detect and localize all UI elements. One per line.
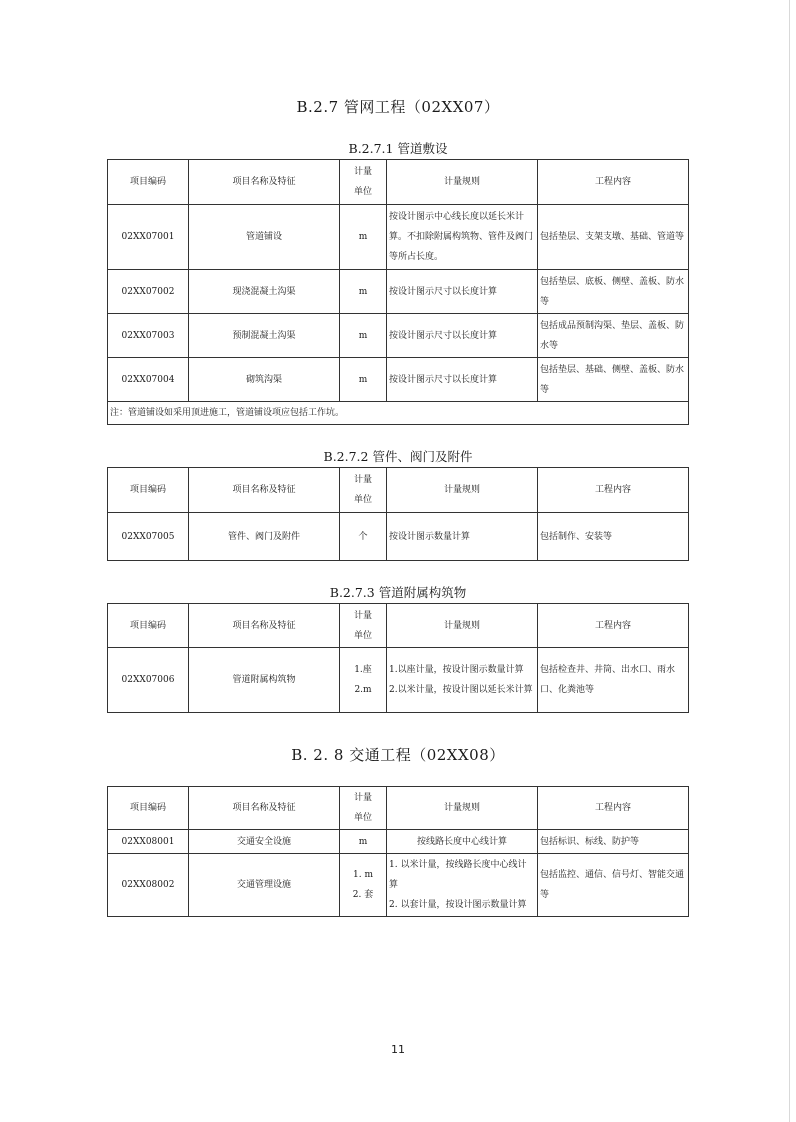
table-subtitle-b271: B.2.7.1 管道敷设 xyxy=(348,141,448,156)
cell-unit: m xyxy=(340,270,387,314)
header-rule: 计量规则 xyxy=(387,468,538,513)
header-name: 项目名称及特征 xyxy=(189,160,340,205)
table-row xyxy=(108,205,689,270)
cell-name: 交通安全设施 xyxy=(189,830,340,854)
cell-name: 交通管理设施 xyxy=(189,854,340,917)
cell-code: 02XX07001 xyxy=(108,205,189,270)
cell-rule: 按设计图示尺寸以长度计算 xyxy=(387,270,538,314)
cell-unit: m xyxy=(340,830,387,854)
table-note-row xyxy=(108,402,689,425)
cell-rule: 按线路长度中心线计算 xyxy=(387,830,538,854)
table-row xyxy=(108,648,689,713)
cell-unit: 1.座 2.m xyxy=(340,648,387,713)
cell-unit: 1. m 2. 套 xyxy=(340,854,387,917)
header-code: 项目编码 xyxy=(108,160,189,205)
cell-content: 包括垫层、基础、侧壁、盖板、防水等 xyxy=(538,358,689,402)
cell-content: 包括制作、安装等 xyxy=(538,513,689,561)
header-content: 工程内容 xyxy=(538,468,689,513)
cell-code: 02XX07003 xyxy=(108,314,189,358)
cell-name: 管件、阀门及附件 xyxy=(189,513,340,561)
table-header-row xyxy=(108,160,689,205)
cell-rule: 按设计图示尺寸以长度计算 xyxy=(387,314,538,358)
header-unit: 计量 单位 xyxy=(340,787,387,830)
cell-code: 02XX07002 xyxy=(108,270,189,314)
cell-content: 包括检查井、井筒、出水口、雨水口、化粪池等 xyxy=(538,648,689,713)
cell-unit: m xyxy=(340,205,387,270)
header-code: 项目编码 xyxy=(108,787,189,830)
header-name: 项目名称及特征 xyxy=(189,787,340,830)
cell-name: 预制混凝土沟渠 xyxy=(189,314,340,358)
section-title-b27: B.2.7 管网工程（02XX07） xyxy=(296,98,500,116)
header-unit: 计量 单位 xyxy=(340,160,387,205)
cell-unit: m xyxy=(340,314,387,358)
cell-code: 02XX08001 xyxy=(108,830,189,854)
header-unit: 计量 单位 xyxy=(340,604,387,648)
cell-name: 现浇混凝土沟渠 xyxy=(189,270,340,314)
table-subtitle-b273: B.2.7.3 管道附属构筑物 xyxy=(329,585,467,600)
header-content: 工程内容 xyxy=(538,787,689,830)
table-row xyxy=(108,358,689,402)
page-number: 11 xyxy=(391,1043,405,1056)
table-header-row xyxy=(108,604,689,648)
cell-code: 02XX07004 xyxy=(108,358,189,402)
cell-code: 02XX07005 xyxy=(108,513,189,561)
cell-content: 包括垫层、底板、侧壁、盖板、防水等 xyxy=(538,270,689,314)
cell-code: 02XX08002 xyxy=(108,854,189,917)
header-code: 项目编码 xyxy=(108,604,189,648)
cell-rule: 1.以座计量，按设计图示数量计算 2.以米计量，按设计图以延长米计算 xyxy=(387,648,538,713)
cell-name: 砌筑沟渠 xyxy=(189,358,340,402)
cell-unit: 个 xyxy=(340,513,387,561)
header-unit: 计量 单位 xyxy=(340,468,387,513)
table-row xyxy=(108,270,689,314)
table-row xyxy=(108,830,689,854)
header-rule: 计量规则 xyxy=(387,160,538,205)
header-name: 项目名称及特征 xyxy=(189,604,340,648)
section-title-b28: B. 2. 8 交通工程（02XX08） xyxy=(291,746,505,764)
cell-rule: 按设计图示尺寸以长度计算 xyxy=(387,358,538,402)
cell-name: 管道附属构筑物 xyxy=(189,648,340,713)
table-header-row xyxy=(108,787,689,830)
table-row xyxy=(108,854,689,917)
cell-content: 包括监控、通信、信号灯、智能交通等 xyxy=(538,854,689,917)
table-b271 xyxy=(107,159,689,425)
page-edge-line xyxy=(789,0,790,1122)
cell-content: 包括垫层、支架支墩、基础、管道等 xyxy=(538,205,689,270)
header-rule: 计量规则 xyxy=(387,787,538,830)
cell-content: 包括标识、标线、防护等 xyxy=(538,830,689,854)
cell-code: 02XX07006 xyxy=(108,648,189,713)
table-note: 注：管道铺设如采用顶进施工，管道铺设项应包括工作坑。 xyxy=(108,402,689,425)
cell-rule: 1. 以米计量，按线路长度中心线计算 2. 以套计量，按设计图示数量计算 xyxy=(387,854,538,917)
header-rule: 计量规则 xyxy=(387,604,538,648)
table-b28 xyxy=(107,786,689,917)
header-content: 工程内容 xyxy=(538,160,689,205)
table-header-row xyxy=(108,468,689,513)
table-b272 xyxy=(107,467,689,561)
cell-rule: 按设计图示数量计算 xyxy=(387,513,538,561)
table-row xyxy=(108,314,689,358)
cell-rule: 按设计图示中心线长度以延长米计算。不扣除附属构筑物、管件及阀门等所占长度。 xyxy=(387,205,538,270)
table-row xyxy=(108,513,689,561)
cell-name: 管道铺设 xyxy=(189,205,340,270)
cell-unit: m xyxy=(340,358,387,402)
header-content: 工程内容 xyxy=(538,604,689,648)
header-name: 项目名称及特征 xyxy=(189,468,340,513)
table-b273 xyxy=(107,603,689,713)
cell-content: 包括成品预制沟渠、垫层、盖板、防水等 xyxy=(538,314,689,358)
header-code: 项目编码 xyxy=(108,468,189,513)
table-subtitle-b272: B.2.7.2 管件、阀门及附件 xyxy=(323,449,473,464)
